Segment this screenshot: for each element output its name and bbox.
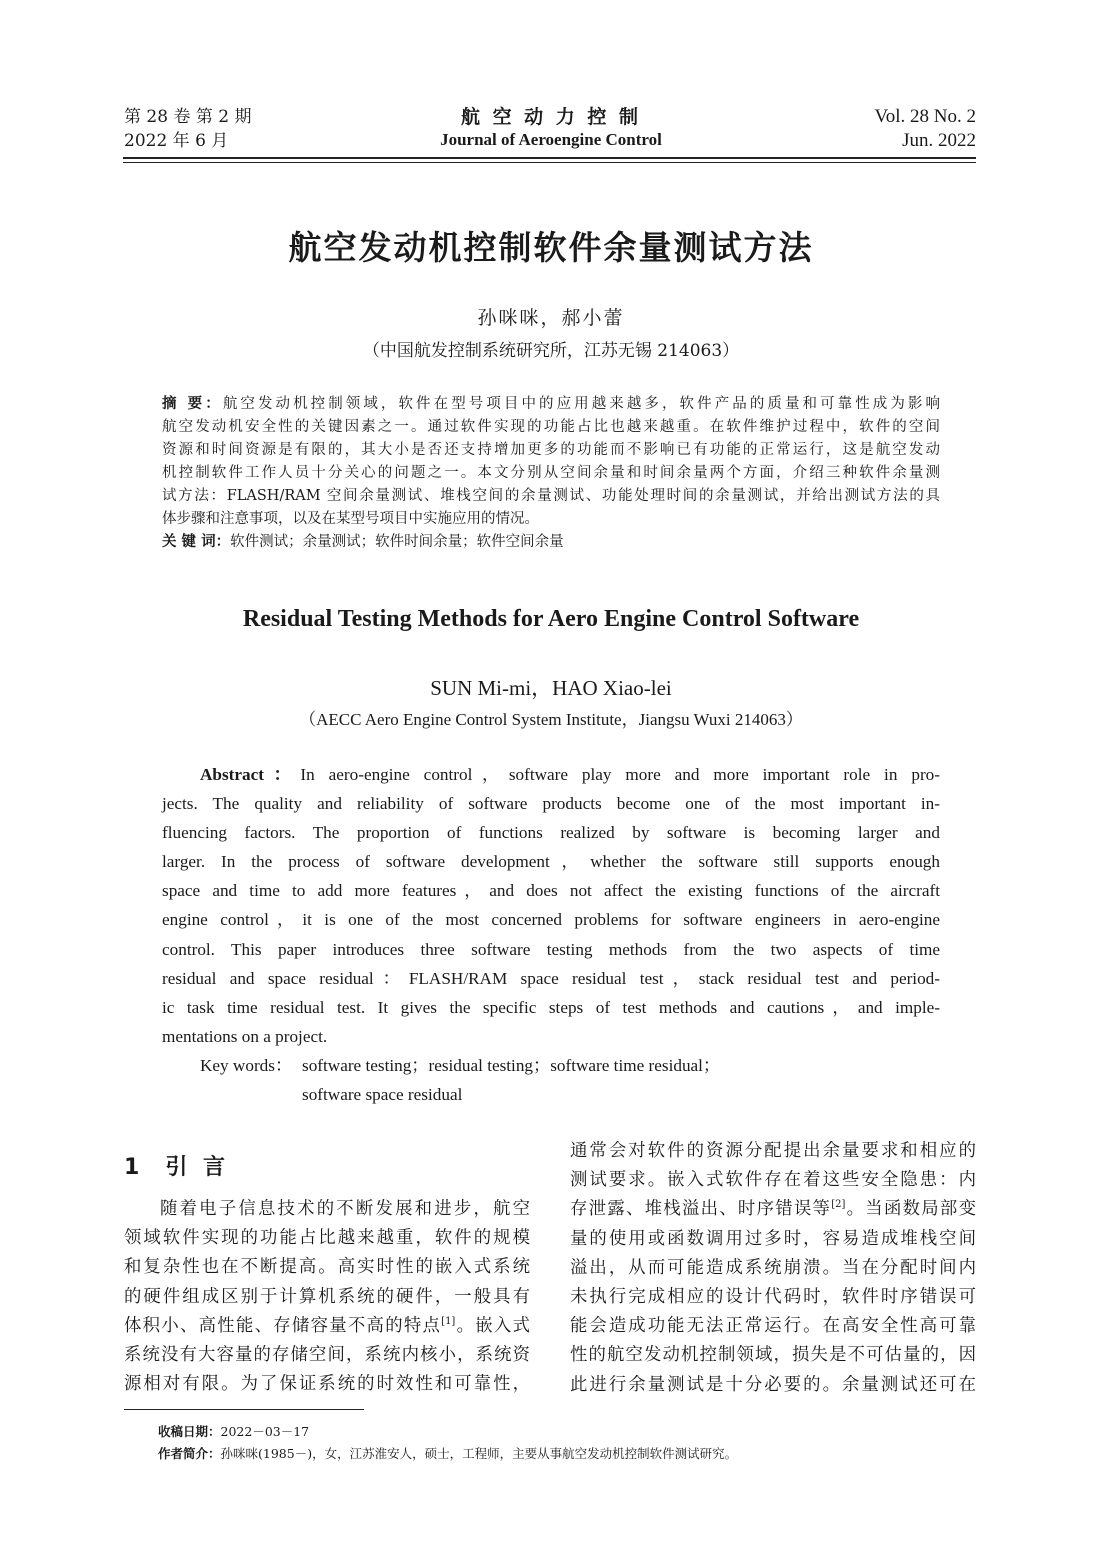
section-title: 引 言	[165, 1155, 229, 1180]
journal-name-en: Journal of Aeroengine Control	[440, 130, 662, 149]
keywords-cn-label: 关 键 词：	[162, 534, 231, 550]
footnote-author	[158, 1444, 737, 1464]
body-line: 性的航空发动机控制领域，损失是不可估量的，因	[570, 1345, 976, 1366]
received-date: 2022－03－17	[220, 1424, 310, 1439]
author-bio: 孙咪咪(1985－)，女，江苏淮安人，硕士，工程师，主要从事航空发动机控制软件测试研究。	[220, 1446, 738, 1461]
author-bio-label: 作者简介：	[158, 1446, 221, 1461]
abstract-cn-label: 摘 要：	[162, 396, 223, 412]
abstract-en-label: Abstract：	[200, 765, 301, 784]
abstract-en-line: jects. The quality and reliability of software products become one of the most important in-	[162, 794, 940, 814]
body-line: 未执行完成相应的设计代码时，软件时序错误可	[570, 1286, 976, 1307]
abstract-en-line: control. This paper introduces three software testing methods from the two aspects of time	[162, 939, 940, 959]
body-line: 和复杂性也在不断提高。高实时性的嵌入式系统	[124, 1257, 530, 1278]
section-number: 1	[124, 1155, 144, 1180]
body-line: 存泄露、堆栈溢出、时序错误等	[570, 1199, 832, 1220]
body-line: 测试要求。嵌入式软件存在着这些安全隐患：内	[570, 1170, 976, 1191]
header-rule	[123, 157, 976, 159]
footnote-received	[158, 1422, 309, 1442]
abstract-cn-line: 试方法：FLASH/RAM 空间余量测试、堆栈空间的余量测试、功能处理时间的余量测试，并给出测试方法的具	[162, 488, 940, 504]
authors-cn: 孙咪咪，郝小蕾	[477, 307, 625, 329]
volume-issue-en: Vol. 28 No. 2	[874, 106, 976, 127]
keywords-en-line-2: software space residual	[302, 1085, 463, 1104]
body-line: 的硬件组成区别于计算机系统的硬件，一般具有	[124, 1286, 530, 1307]
paper-title-en: Residual Testing Methods for Aero Engine Control Software	[242, 606, 860, 632]
body-line: 。当函数局部变	[845, 1199, 976, 1220]
abstract-en	[162, 760, 940, 1051]
body-line: 。嵌入式	[455, 1315, 530, 1336]
abstract-en-line: larger. In the process of software development，whether the software still supports enough	[162, 852, 940, 872]
abstract-en-line: fluencing factors. The proportion of functions realized by software is becoming larger and	[162, 823, 940, 843]
body-left-column	[124, 1195, 530, 1399]
received-label: 收稿日期：	[158, 1424, 221, 1439]
body-line: 源相对有限。为了保证系统的时效性和可靠性，	[124, 1374, 530, 1395]
date-en: Jun. 2022	[902, 130, 976, 151]
keywords-en-label: Key words：	[200, 1056, 293, 1075]
citation-ref[interactable]: [2]	[831, 1199, 846, 1211]
affiliation-cn: （中国航发控制系统研究所，江苏无锡 214063）	[362, 341, 740, 361]
body-line: 此进行余量测试是十分必要的。余量测试还可在	[570, 1374, 976, 1395]
body-line: 系统没有大容量的存储空间，系统内核小，系统资	[124, 1344, 530, 1365]
abstract-en-line: mentations on a project.	[162, 1026, 328, 1046]
abstract-cn-line: 体步骤和注意事项，以及在某型号项目中实施应用的情况。	[162, 511, 539, 527]
keywords-en-line-1: software testing；residual testing；software time residual；	[302, 1056, 721, 1075]
abstract-en-line: engine control，it is one of the most concerned problems for software engineers in aero-engine	[162, 910, 940, 930]
abstract-cn	[162, 393, 940, 554]
date-cn: 2022 年 6 月	[124, 131, 229, 151]
section-heading	[124, 1150, 229, 1181]
abstract-cn-line: 航空发动机安全性的关键因素之一。通过软件实现的功能占比也越来越重。在软件维护过程中，软件的空间	[162, 419, 940, 435]
abstract-en-line: In aero-engine control，software play more and more important role in pro-	[300, 765, 940, 784]
header-rule-thin	[123, 162, 976, 163]
body-line: 量的使用或函数调用过多时，容易造成堆栈空间	[570, 1228, 976, 1249]
paper-title-cn: 航空发动机控制软件余量测试方法	[288, 228, 814, 267]
body-line: 领域软件实现的功能占比越来越重，软件的规模	[124, 1228, 530, 1249]
abstract-cn-line: 资源和时间资源是有限的，其大小是否还支持增加更多的功能而不影响已有功能的正常运行，这是航空发动	[162, 442, 940, 458]
authors-en: SUN Mi-mi，HAO Xiao-lei	[430, 676, 672, 700]
citation-ref[interactable]: [1]	[441, 1315, 456, 1327]
abstract-en-line: residual and space residual：FLASH/RAM space residual test，stack residual test and period-	[162, 968, 940, 988]
footnote-rule	[124, 1409, 364, 1410]
volume-issue-cn: 第 28 卷 第 2 期	[124, 107, 252, 127]
body-line: 能会造成功能无法正常运行。在高安全性高可靠	[570, 1316, 976, 1337]
abstract-cn-line: 航空发动机控制领域，软件在型号项目中的应用越来越多，软件产品的质量和可靠性成为影响	[222, 396, 940, 412]
body-line: 通常会对软件的资源分配提出余量要求和相应的	[570, 1141, 976, 1161]
affiliation-en: （AECC Aero Engine Control System Institute，Jiangsu Wuxi 214063）	[299, 710, 803, 729]
journal-name-cn: 航 空 动 力 控 制	[460, 106, 642, 128]
body-right-column	[570, 1137, 976, 1400]
keywords-cn: 软件测试；余量测试；软件时间余量；软件空间余量	[230, 534, 564, 550]
abstract-en-line: ic task time residual test. It gives the specific steps of test methods and cautions，and imple-	[162, 997, 940, 1017]
body-line: 随着电子信息技术的不断发展和进步，航空	[160, 1199, 530, 1219]
abstract-en-line: space and time to add more features，and does not affect the existing functions of the aircraft	[162, 881, 940, 901]
abstract-cn-line: 机控制软件工作人员十分关心的问题之一。本文分别从空间余量和时间余量两个方面，介绍三种软件余量测	[162, 465, 940, 481]
body-line: 体积小、高性能、存储容量不高的特点	[124, 1315, 442, 1336]
body-line: 溢出，从而可能造成系统崩溃。当在分配时间内	[570, 1257, 976, 1278]
